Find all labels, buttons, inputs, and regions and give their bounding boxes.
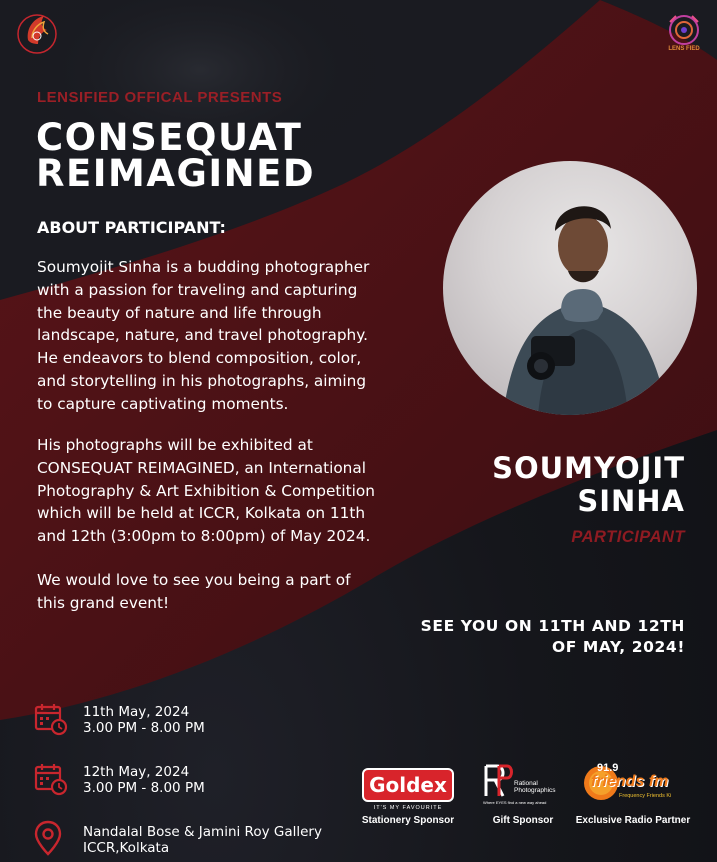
participant-photo bbox=[443, 161, 697, 415]
bio-paragraph-3 bbox=[37, 569, 417, 615]
bio-line: His photographs will be exhibited at bbox=[37, 436, 313, 454]
schedule-item-1 bbox=[83, 704, 205, 736]
sponsor-caption-radio: Exclusive Radio Partner bbox=[575, 815, 691, 826]
goldex-logo bbox=[362, 768, 454, 810]
schedule-time: 3.00 PM - 8.00 PM bbox=[83, 720, 205, 736]
closing-message bbox=[421, 616, 685, 658]
schedule-date: 11th May, 2024 bbox=[83, 704, 190, 720]
closing-line2: OF MAY, 2024! bbox=[551, 638, 685, 656]
event-title bbox=[36, 116, 356, 195]
schedule-time: 3.00 PM - 8.00 PM bbox=[83, 780, 205, 796]
location-pin-icon bbox=[33, 820, 67, 854]
participant-name-line1: SOUMYOJIT bbox=[492, 451, 685, 485]
friends-fm-logo bbox=[581, 762, 685, 808]
bio-line: which will be held at ICCR, Kolkata on 11th bbox=[37, 504, 366, 523]
event-title-line2: REIMAGINED bbox=[36, 152, 316, 195]
bio-line: to capture captivating moments. bbox=[37, 394, 289, 413]
calendar-clock-icon bbox=[34, 702, 68, 736]
venue-line1: Nandalal Bose & Jamini Roy Gallery bbox=[83, 824, 322, 840]
lensified-logo-text: LENS FIED bbox=[668, 46, 700, 52]
bio-line: We would love to see you being a part of bbox=[37, 571, 351, 589]
venue bbox=[83, 824, 322, 856]
venue-line2: ICCR,Kolkata bbox=[83, 840, 170, 856]
rational-logo-line1: Rational bbox=[514, 780, 538, 787]
participant-name-line2: SINHA bbox=[577, 484, 685, 518]
goldex-logo-text: Goldex bbox=[362, 768, 454, 802]
lensified-logo bbox=[660, 10, 708, 56]
participant-name bbox=[492, 452, 685, 518]
bio-line: and storytelling in his photographs, aiming bbox=[37, 371, 367, 390]
bio-line: CONSEQUAT REIMAGINED, an International bbox=[37, 458, 366, 477]
bio-paragraph-2 bbox=[37, 434, 417, 548]
bio-paragraph-1 bbox=[37, 256, 417, 416]
sponsor-caption-stationery: Stationery Sponsor bbox=[361, 815, 455, 826]
event-title-line1: CONSEQUAT bbox=[36, 116, 303, 159]
organizer-logo bbox=[14, 10, 60, 56]
goldex-logo-tagline: IT'S MY FAVOURITE bbox=[373, 805, 443, 811]
friends-fm-frequency: 91.9 bbox=[597, 762, 619, 774]
calendar-clock-icon bbox=[34, 762, 68, 796]
schedule-date: 12th May, 2024 bbox=[83, 764, 190, 780]
bio-line: He endeavors to blend composition, color, bbox=[37, 349, 362, 368]
bio-line: this grand event! bbox=[37, 593, 170, 612]
rational-logo-tagline: Where EYES find a new way ahead bbox=[483, 800, 547, 805]
rational-logo-text bbox=[514, 780, 556, 794]
bio-line: Soumyojit Sinha is a budding photographer bbox=[37, 258, 370, 276]
bio-line: and 12th (3:00pm to 8:00pm) of May 2024. bbox=[37, 527, 371, 546]
friends-fm-name: friends fm bbox=[591, 773, 669, 790]
friends-fm-tagline: Frequency Friends Ki bbox=[619, 793, 672, 799]
bio-line: the beauty of nature and life through bbox=[37, 303, 322, 322]
bio-line: Photography & Art Exhibition & Competition bbox=[37, 481, 375, 500]
sponsor-caption-gift: Gift Sponsor bbox=[492, 815, 554, 826]
participant-role: PARTICIPANT bbox=[571, 528, 685, 546]
about-heading: ABOUT PARTICIPANT: bbox=[37, 218, 226, 237]
bio-line: with a passion for traveling and capturing bbox=[37, 280, 358, 299]
rational-photographics-logo bbox=[483, 764, 565, 806]
bio-line: landscape, nature, and travel photography. bbox=[37, 326, 368, 345]
rational-logo-line2: Photographics bbox=[514, 787, 556, 794]
schedule-item-2 bbox=[83, 764, 205, 796]
closing-line1: SEE YOU ON 11TH AND 12TH bbox=[420, 617, 685, 635]
presents-line: LENSIFIED OFFICAL PRESENTS bbox=[37, 89, 283, 106]
